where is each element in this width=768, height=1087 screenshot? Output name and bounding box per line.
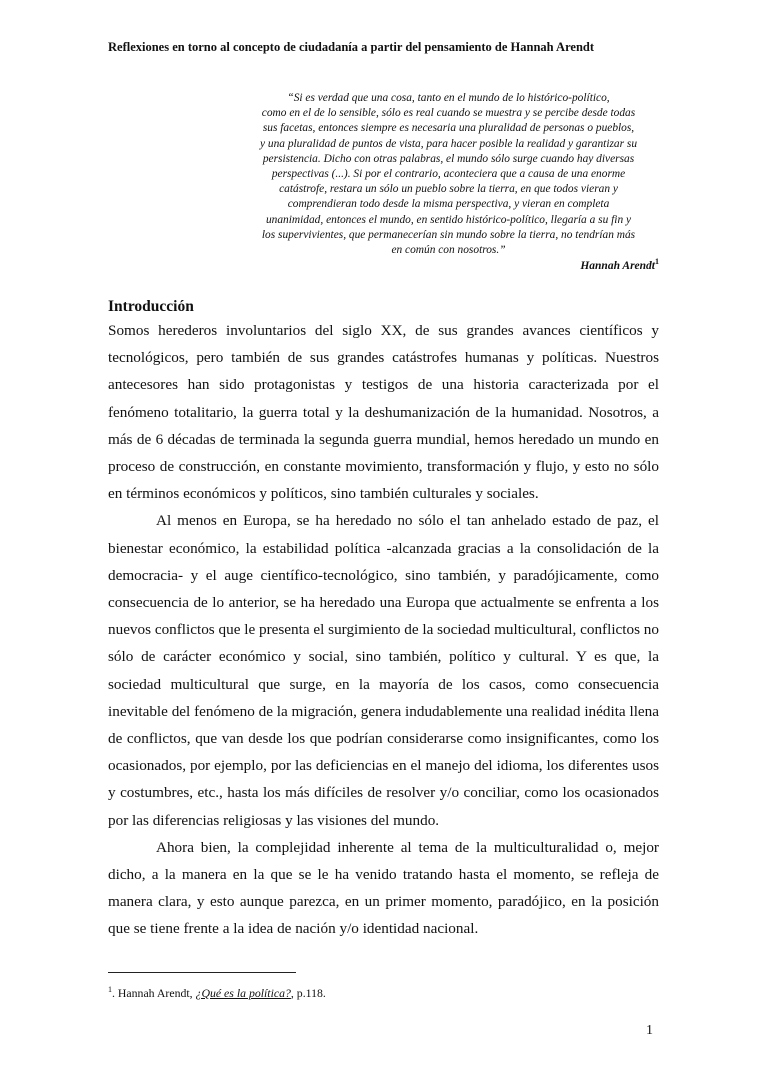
- footnote-reference[interactable]: 1: [655, 257, 659, 266]
- epigraph-line: perspectivas (...). Si por el contrario, aconteciera que a causa de una enorme: [271, 168, 626, 181]
- body-text: [108, 317, 659, 943]
- epigraph-author-name: Hannah Arendt: [580, 259, 655, 272]
- epigraph-line: sus facetas, entonces siempre es necesaria una pluralidad de personas o pueblos,: [262, 122, 635, 135]
- footnote-book-title: ¿Qué es la política?: [195, 985, 291, 1000]
- footnote-separator: [108, 972, 296, 973]
- epigraph-author: [236, 257, 659, 272]
- epigraph-line: y una pluralidad de puntos de vista, para hacer posible la realidad y garantizar su: [259, 137, 638, 150]
- paragraph: Somos herederos involuntarios del siglo XX, de sus grandes avances científicos y tecnológicos, pero también de sus grandes catástrofes humanas y políticas. Nuestros antecesores han sido protagonistas y testigos de una historia caracterizada por el fenómeno totalitario, la guerra total y la deshumanización de la humanidad. Nosotros, a más de 6 décadas de terminada la segunda guerra mundial, hemos heredado un mundo en proceso de construcción, en constante movimiento, transformación y flujo, y esto no sólo en términos económicos y políticos, sino también culturales y sociales.: [108, 322, 659, 503]
- page-number: 1: [646, 1023, 653, 1038]
- footnote-number: 1: [108, 985, 112, 994]
- epigraph-line: unanimidad, entonces el mundo, en sentido histórico-político, llegaría a su fin y: [265, 213, 632, 226]
- footnote: [108, 985, 326, 1001]
- epigraph-line: catástrofe, restara un sólo un pueblo sobre la tierra, en que todos vieran y: [279, 183, 618, 196]
- epigraph-line: los supervivientes, que permanecerían sin mundo sobre la tierra, no tendrían más: [261, 228, 636, 241]
- epigraph-line: persistencia. Dicho con otras palabras, el mundo sólo surge cuando hay diversas: [262, 152, 635, 165]
- footnote-prefix: . Hannah Arendt,: [112, 985, 196, 1000]
- footnote-suffix: , p.118.: [290, 985, 326, 1000]
- paragraph: Ahora bien, la complejidad inherente al tema de la multiculturalidad o, mejor dicho, a la manera en la que se le ha venido tratando hasta el momento, se refleja de manera clara, y esto aunque parezca, en un primer momento, paradójico, en la posición que se tiene frente a la idea de nación y/o identidad nacional.: [108, 838, 659, 938]
- epigraph-line: “Si es verdad que una cosa, tanto en el mundo de lo histórico-político,: [287, 92, 610, 104]
- running-header: Reflexiones en torno al concepto de ciudadanía a partir del pensamiento de Hannah Arendt: [108, 40, 595, 54]
- section-heading: Introducción: [108, 298, 194, 315]
- epigraph-line: en común con nosotros.”: [391, 244, 506, 257]
- epigraph-quote: [236, 91, 661, 258]
- epigraph-line: como en el de lo sensible, sólo es real cuando se muestra y se percibe desde todas: [261, 107, 636, 120]
- epigraph-line: comprendieran todo desde la misma perspectiva, y vieran en completa: [287, 198, 610, 211]
- paragraph: Al menos en Europa, se ha heredado no sólo el tan anhelado estado de paz, el bienestar económico, la estabilidad política -alcanzada gracias a la consolidación de la democracia- y el auge científico-tecnológico, sino también, y paradójicamente, como consecuencia de lo anterior, se ha heredado una Europa que actualmente se enfrenta a los nuevos conflictos que le presenta el surgimiento de la sociedad multicultural, conflictos no sólo de carácter económico y social, sino también, político y cultural. Y es que, la sociedad multicultural que surge, en la mayoría de los casos, como consecuencia inevitable del fenómeno de la migración, genera indudablemente una realidad inédita llena de conflictos, que van desde los que podrían considerarse como insignificantes, como los ocasionados, por ejemplo, por las deficiencias en el manejo del idioma, los diferentes usos y costumbres, etc., hasta los más difíciles de resolver y/o conciliar, como los ocasionados por las diferencias religiosas y las visiones del mundo.: [108, 512, 659, 829]
